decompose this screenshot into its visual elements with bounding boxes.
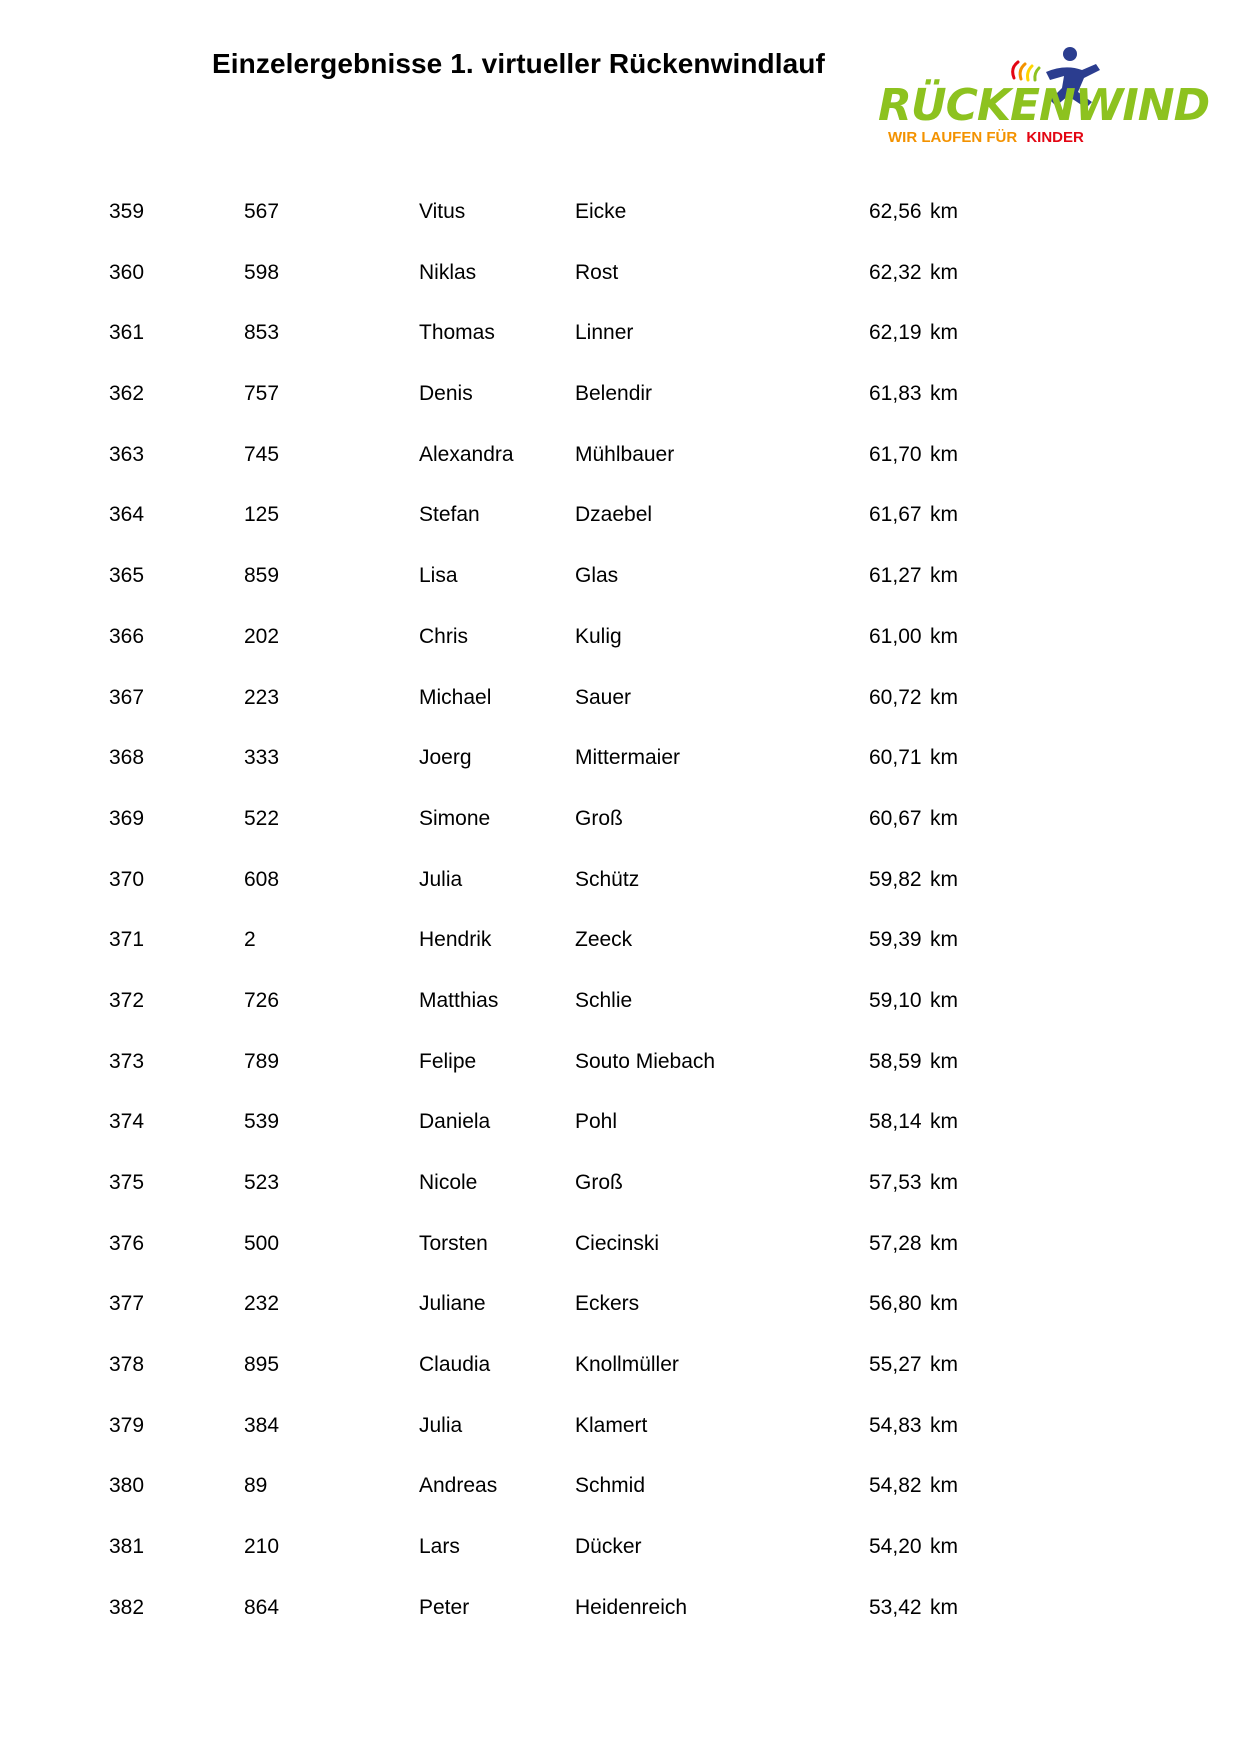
last-name-cell: Kulig: [575, 624, 622, 648]
distance-unit: km: [930, 1231, 958, 1255]
rank-cell: 371: [109, 928, 145, 952]
distance-unit: km: [930, 382, 958, 406]
distance-cell: 59,82: [869, 867, 922, 891]
last-name-cell: Rost: [575, 260, 619, 284]
start-number-cell: 726: [244, 988, 280, 1012]
last-name-cell: Ciecinski: [575, 1231, 660, 1255]
start-number-cell: 598: [244, 260, 280, 284]
last-name-cell: Knollmüller: [575, 1353, 679, 1377]
results-table: [0, 190, 1240, 1647]
start-number-cell: 522: [244, 806, 280, 830]
last-name-cell: Schlie: [575, 988, 633, 1012]
rank-cell: 369: [109, 806, 145, 830]
distance-cell: 58,14: [869, 1110, 922, 1134]
distance-cell: 55,27: [869, 1353, 922, 1377]
distance-cell: 54,20: [869, 1535, 922, 1559]
result-row: [0, 797, 1240, 858]
first-name-cell: Lisa: [419, 564, 458, 588]
first-name-cell: Julia: [419, 1413, 463, 1437]
start-number-cell: 567: [244, 200, 280, 223]
result-row: [0, 1343, 1240, 1404]
last-name-cell: Groß: [575, 1171, 623, 1194]
last-name-cell: Pohl: [575, 1110, 618, 1134]
first-name-cell: Vitus: [419, 200, 466, 223]
distance-unit: km: [930, 321, 958, 345]
first-name-cell: Daniela: [419, 1110, 491, 1134]
result-row: [0, 433, 1240, 494]
start-number-cell: 500: [244, 1231, 280, 1255]
distance-unit: km: [930, 1292, 958, 1316]
start-number-cell: 232: [244, 1292, 280, 1316]
first-name-cell: Lars: [419, 1535, 460, 1559]
rank-cell: 382: [109, 1595, 145, 1619]
distance-unit: km: [930, 564, 958, 588]
start-number-cell: 539: [244, 1110, 280, 1134]
result-row: [0, 311, 1240, 372]
distance-cell: 58,59: [869, 1049, 922, 1073]
distance-cell: 61,70: [869, 442, 922, 466]
distance-unit: km: [930, 1353, 958, 1377]
distance-unit: km: [930, 867, 958, 891]
rank-cell: 378: [109, 1353, 145, 1377]
rank-cell: 374: [109, 1110, 145, 1134]
result-row: [0, 1100, 1240, 1161]
distance-cell: 54,83: [869, 1413, 922, 1437]
start-number-cell: 864: [244, 1595, 280, 1619]
distance-cell: 56,80: [869, 1292, 922, 1316]
distance-unit: km: [930, 1110, 958, 1134]
start-number-cell: 89: [244, 1474, 268, 1498]
first-name-cell: Chris: [419, 624, 469, 648]
rank-cell: 373: [109, 1049, 145, 1073]
distance-cell: 54,82: [869, 1474, 922, 1498]
last-name-cell: Schmid: [575, 1474, 646, 1498]
first-name-cell: Nicole: [419, 1171, 478, 1194]
distance-cell: 59,39: [869, 928, 922, 952]
distance-cell: 62,32: [869, 260, 922, 284]
first-name-cell: Stefan: [419, 503, 480, 527]
start-number-cell: 859: [244, 564, 280, 588]
distance-cell: 57,28: [869, 1231, 922, 1255]
distance-unit: km: [930, 624, 958, 648]
first-name-cell: Niklas: [419, 260, 477, 284]
rank-cell: 372: [109, 988, 145, 1012]
last-name-cell: Eckers: [575, 1292, 640, 1316]
last-name-cell: Dücker: [575, 1535, 642, 1559]
distance-cell: 62,56: [869, 200, 922, 223]
rank-cell: 381: [109, 1535, 145, 1559]
result-row: [0, 979, 1240, 1040]
distance-unit: km: [930, 442, 958, 466]
distance-unit: km: [930, 200, 958, 223]
last-name-cell: Dzaebel: [575, 503, 653, 527]
rank-cell: 376: [109, 1231, 145, 1255]
start-number-cell: 223: [244, 685, 280, 709]
page-title: Einzelergebnisse 1. virtueller Rückenwindlauf: [212, 48, 825, 79]
distance-unit: km: [930, 1474, 958, 1498]
result-row: [0, 1404, 1240, 1465]
first-name-cell: Claudia: [419, 1353, 491, 1377]
distance-cell: 62,19: [869, 321, 922, 345]
start-number-cell: 853: [244, 321, 280, 345]
rank-cell: 363: [109, 442, 145, 466]
logo-tagline: [888, 129, 1084, 146]
distance-cell: 57,53: [869, 1171, 922, 1194]
result-row: [0, 1586, 1240, 1647]
start-number-cell: 789: [244, 1049, 280, 1073]
first-name-cell: Julia: [419, 867, 463, 891]
start-number-cell: 333: [244, 746, 280, 770]
distance-unit: km: [930, 685, 958, 709]
first-name-cell: Michael: [419, 685, 492, 709]
rank-cell: 367: [109, 685, 145, 709]
start-number-cell: 895: [244, 1353, 280, 1377]
distance-unit: km: [930, 1595, 958, 1619]
distance-cell: 60,72: [869, 685, 922, 709]
distance-unit: km: [930, 1171, 958, 1194]
first-name-cell: Denis: [419, 382, 473, 406]
logo-wordmark: RÜCKENWIND: [878, 80, 1210, 131]
distance-unit: km: [930, 503, 958, 527]
start-number-cell: 384: [244, 1413, 280, 1437]
rueckenwind-logo: [870, 42, 1210, 162]
start-number-cell: 523: [244, 1171, 280, 1194]
distance-unit: km: [930, 988, 958, 1012]
rank-cell: 365: [109, 564, 145, 588]
last-name-cell: Groß: [575, 806, 623, 830]
distance-unit: km: [930, 260, 958, 284]
first-name-cell: Hendrik: [419, 928, 492, 952]
rank-cell: 370: [109, 867, 145, 891]
result-row: [0, 1525, 1240, 1586]
result-row: [0, 918, 1240, 979]
result-row: [0, 1464, 1240, 1525]
result-row: [0, 615, 1240, 676]
result-row: [0, 676, 1240, 737]
result-row: [0, 858, 1240, 919]
result-row: [0, 493, 1240, 554]
result-row: [0, 1161, 1240, 1222]
distance-unit: km: [930, 1535, 958, 1559]
first-name-cell: Matthias: [419, 988, 499, 1012]
start-number-cell: 210: [244, 1535, 280, 1559]
first-name-cell: Thomas: [419, 321, 495, 345]
first-name-cell: Alexandra: [419, 442, 514, 466]
distance-cell: 60,71: [869, 746, 922, 770]
last-name-cell: Schütz: [575, 867, 640, 891]
rank-cell: 368: [109, 746, 145, 770]
rank-cell: 362: [109, 382, 145, 406]
distance-cell: 59,10: [869, 988, 922, 1012]
distance-unit: km: [930, 746, 958, 770]
distance-cell: 61,83: [869, 382, 922, 406]
rank-cell: 364: [109, 503, 145, 527]
last-name-cell: Mittermaier: [575, 746, 681, 770]
distance-cell: 61,00: [869, 624, 922, 648]
distance-unit: km: [930, 1413, 958, 1437]
rank-cell: 361: [109, 321, 145, 345]
first-name-cell: Torsten: [419, 1231, 488, 1255]
first-name-cell: Andreas: [419, 1474, 498, 1498]
start-number-cell: 202: [244, 624, 280, 648]
result-row: [0, 554, 1240, 615]
first-name-cell: Joerg: [419, 746, 472, 770]
first-name-cell: Juliane: [419, 1292, 486, 1316]
start-number-cell: 2: [244, 928, 256, 952]
last-name-cell: Linner: [575, 321, 634, 345]
first-name-cell: Peter: [419, 1595, 470, 1619]
result-row: [0, 1282, 1240, 1343]
wind-lines-icon: [1013, 62, 1039, 80]
distance-cell: 53,42: [869, 1595, 922, 1619]
rank-cell: 360: [109, 260, 145, 284]
first-name-cell: Simone: [419, 806, 491, 830]
last-name-cell: Souto Miebach: [575, 1049, 716, 1073]
distance-cell: 61,27: [869, 564, 922, 588]
last-name-cell: Heidenreich: [575, 1595, 688, 1619]
last-name-cell: Zeeck: [575, 928, 633, 952]
last-name-cell: Mühlbauer: [575, 442, 675, 466]
rank-cell: 380: [109, 1474, 145, 1498]
rank-cell: 359: [109, 200, 145, 223]
last-name-cell: Klamert: [575, 1413, 648, 1437]
last-name-cell: Glas: [575, 564, 619, 588]
logo-tagline-part1: WIR LAUFEN FÜR: [888, 129, 1018, 146]
result-row: [0, 190, 1240, 251]
start-number-cell: 125: [244, 503, 280, 527]
result-row: [0, 251, 1240, 312]
distance-unit: km: [930, 928, 958, 952]
rank-cell: 379: [109, 1413, 145, 1437]
result-row: [0, 372, 1240, 433]
last-name-cell: Belendir: [575, 382, 653, 406]
logo-tagline-part2: KINDER: [1026, 129, 1084, 146]
distance-unit: km: [930, 1049, 958, 1073]
result-row: [0, 1222, 1240, 1283]
result-row: [0, 1040, 1240, 1101]
rank-cell: 366: [109, 624, 145, 648]
first-name-cell: Felipe: [419, 1049, 477, 1073]
result-row: [0, 736, 1240, 797]
last-name-cell: Eicke: [575, 200, 627, 223]
rank-cell: 377: [109, 1292, 145, 1316]
distance-cell: 60,67: [869, 806, 922, 830]
rank-cell: 375: [109, 1171, 145, 1194]
start-number-cell: 608: [244, 867, 280, 891]
distance-cell: 61,67: [869, 503, 922, 527]
start-number-cell: 757: [244, 382, 280, 406]
distance-unit: km: [930, 806, 958, 830]
start-number-cell: 745: [244, 442, 280, 466]
last-name-cell: Sauer: [575, 685, 632, 709]
rueckenwind-logo-graphic: [870, 42, 1210, 162]
